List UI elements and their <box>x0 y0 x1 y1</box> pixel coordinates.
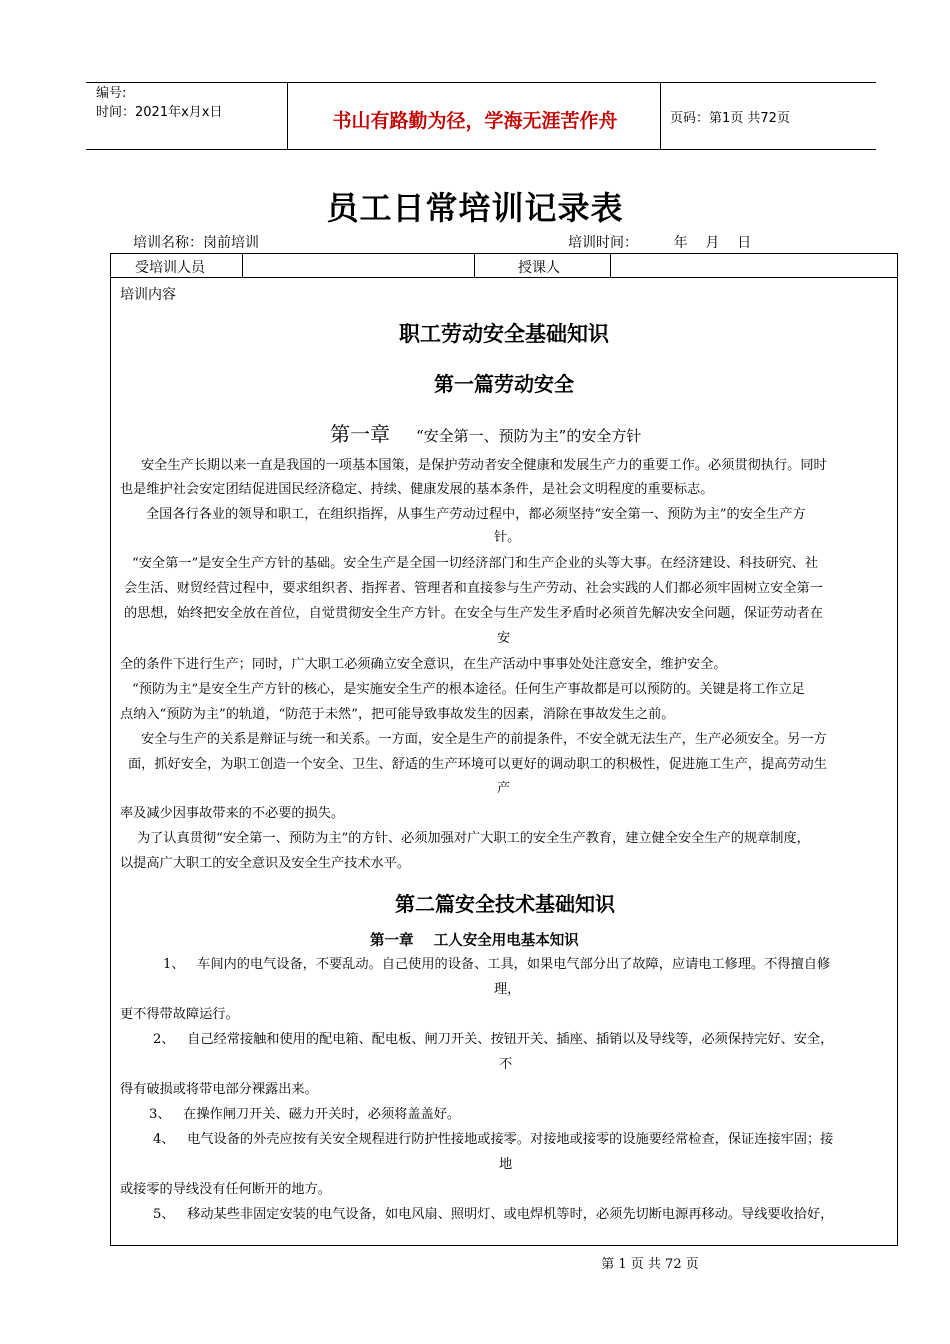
header-divider-left <box>287 82 288 149</box>
body-line: “预防为主”是安全生产方针的核心，是实施安全生产的根本途径。任何生产事故都是可以预防的。关键是将工作立足 <box>132 682 805 697</box>
body-line: 全国各行各业的领导和职工，在组织指挥，从事生产劳动过程中，都必须坚持“安全第一、预防为主”的安全生产方 <box>146 507 806 522</box>
body-line: “安全第一”是安全生产方针的基础。安全生产是全国一切经济部门和生产企业的头等大事。在经济建设、科技研究、社 <box>132 556 819 571</box>
list-item: 得有破损或将带电部分裸露出来。 <box>120 1082 318 1097</box>
body-line: 产 <box>497 781 511 796</box>
table-row-divider <box>110 277 898 278</box>
list-item: 1、 车间内的电气设备，不要乱动。自己使用的设备、工具，如果电气部分出了故障，应请电工修理。不得擅自修 <box>163 957 831 972</box>
body-line: 安全生产长期以来一直是我国的一项基本国策，是保护劳动者安全健康和发展生产力的重要工作。必须贯彻执行。同时 <box>141 458 827 473</box>
list-item: 或接零的导线没有任何断开的地方。 <box>120 1182 331 1197</box>
body-line: 针。 <box>494 530 521 545</box>
body-line: 会生活、财贸经营过程中，要求组织者、指挥者、管理者和直接参与生产劳动、社会实践的人们都必须牢固树立安全第一 <box>124 581 823 596</box>
serial-label: 编号: <box>96 86 127 101</box>
body-line: 以提高广大职工的安全意识及安全生产技术水平。 <box>120 856 411 871</box>
header-motto: 书山有路勤为径，学海无涯苦作舟 <box>332 110 618 132</box>
main-heading: 职工劳动安全基础知识 <box>399 321 609 346</box>
page-footer: 第 1 页 共 72 页 <box>601 1257 699 1272</box>
list-item: 5、 移动某些非固定安装的电气设备，如电风扇、照明灯、或电焊机等时，必须先切断电源再移动。导线要收拾好， <box>153 1207 834 1222</box>
part1-heading: 第一篇劳动安全 <box>434 372 574 396</box>
list-item: 更不得带故障运行。 <box>120 1007 239 1022</box>
list-item: 2、 自己经常接触和使用的配电箱、配电板、闸刀开关、按钮开关、插座、插销以及导线等，必须保持完好、安全， <box>153 1032 834 1047</box>
table-cell-divider-2 <box>474 253 475 277</box>
lecturer-label: 授课人 <box>518 260 560 276</box>
body-line: 安全与生产的关系是辩证与统一和关系。一方面，安全是生产的前提条件，不安全就无法生产，生产必须安全。另一方 <box>141 732 827 747</box>
list-item: 理， <box>494 982 521 997</box>
body-line: 点纳入“预防为主”的轨道，“防范于未然”，把可能导致事故发生的因素，消除在事故发生之前。 <box>120 707 675 722</box>
chapter1-heading <box>330 418 641 447</box>
body-line: 的思想，始终把安全放在首位，自觉贯彻安全生产方针。在安全与生产发生矛盾时必须首先解决安全问题，保证劳动者在 <box>124 606 823 621</box>
training-time: 培训时间： 年 月 日 <box>568 235 752 251</box>
time-label: 时间：2021年x月x日 <box>96 105 223 120</box>
content-label: 培训内容 <box>120 287 176 303</box>
header-left <box>96 84 222 122</box>
table-cell-divider-1 <box>242 253 243 277</box>
body-line: 面，抓好安全，为职工创造一个安全、卫生、舒适的生产环境可以更好的调动职工的积极性，促进施工生产，提高劳动生 <box>128 757 827 772</box>
training-name: 培训名称：岗前培训 <box>133 235 259 251</box>
document-title: 员工日常培训记录表 <box>326 189 624 227</box>
body-line: 率及减少因事故带来的不必要的损失。 <box>120 806 345 821</box>
body-line: 也是维护社会安定团结促进国民经济稳定、持续、健康发展的基本条件，是社会文明程度的重要标志。 <box>120 482 714 497</box>
header-top-rule <box>86 82 876 83</box>
part2-heading: 第二篇安全技术基础知识 <box>395 892 615 916</box>
list-item: 不 <box>499 1057 513 1072</box>
table-cell-divider-3 <box>610 253 611 277</box>
trainee-label: 受培训人员 <box>135 260 205 276</box>
body-line: 全的条件下进行生产；同时，广大职工必须确立安全意识，在生产活动中事事处处注意安全，维护安全。 <box>120 657 727 672</box>
header-page-info: 页码：第1页 共72页 <box>670 111 790 126</box>
chapter1-title: “安全第一、预防为主”的安全方针 <box>416 427 642 445</box>
list-item: 4、 电气设备的外壳应按有关安全规程进行防护性接地或接零。对接地或接零的设施要经常检查，保证连接牢固；接 <box>153 1132 834 1147</box>
body-line: 安 <box>497 631 511 646</box>
header-bottom-rule <box>86 149 876 150</box>
header-divider-right <box>660 82 661 149</box>
body-line: 为了认真贯彻“安全第一、预防为主”的方针、必须加强对广大职工的安全生产教育，建立健全安全生产的规章制度， <box>137 831 810 846</box>
list-item: 地 <box>499 1157 513 1172</box>
chapter1-label: 第一章 <box>330 422 390 446</box>
chapter2-heading: 第一章 工人安全用电基本知识 <box>370 932 579 949</box>
list-item: 3、 在操作闸刀开关、磁力开关时，必须将盖盖好。 <box>149 1107 461 1122</box>
